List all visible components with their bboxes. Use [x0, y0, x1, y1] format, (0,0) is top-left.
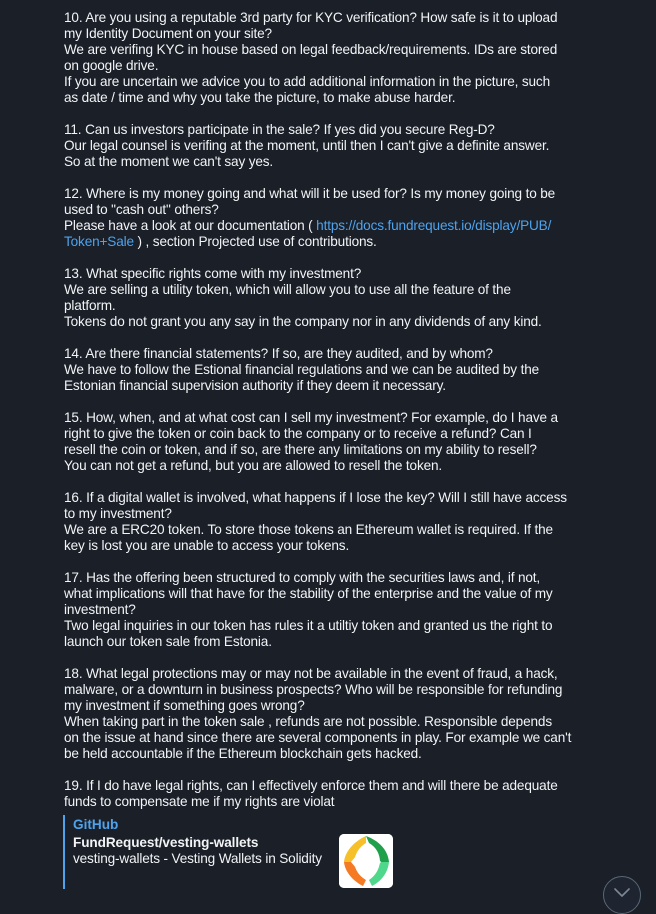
message-line: to my investment? — [64, 506, 172, 521]
message-line: on google drive. — [64, 58, 159, 73]
message-line: 11. Can us investors participate in the sale? If yes did you secure Reg-D? — [64, 122, 495, 137]
preview-description: vesting-wallets - Vesting Wallets in Solidity — [73, 851, 322, 866]
message-text — [64, 10, 604, 810]
docs-link-continued[interactable]: Token+Sale — [64, 234, 134, 249]
blank-line — [64, 554, 604, 570]
message-line: 14. Are there financial statements? If so, are they audited, and by whom? — [64, 346, 493, 361]
message-line: 13. What specific rights come with my investment? — [64, 266, 362, 281]
message-line: We have to follow the Estional financial regulations and we can be audited by the — [64, 362, 540, 377]
message-line: investment? — [64, 602, 136, 617]
chevron-down-icon — [613, 887, 631, 899]
message-line: You can not get a refund, but you are allowed to resell the token. — [64, 458, 443, 473]
preview-title: FundRequest/vesting-wallets — [73, 835, 259, 850]
message-line: We are selling a utility token, which will allow you to use all the feature of the — [64, 282, 511, 297]
blank-line — [64, 474, 604, 490]
message-line: right to give the token or coin back to the company or to receive a refund? Can I — [64, 426, 532, 441]
blank-line — [64, 762, 604, 778]
message-line-with-link — [64, 218, 604, 234]
message-line: Two legal inquiries in our token has rules it a utiltiy token and granted us the right to — [64, 618, 553, 633]
message-line: We are verifing KYC in house based on legal feedback/requirements. IDs are stored — [64, 42, 558, 57]
scroll-to-bottom-button[interactable] — [603, 876, 641, 914]
message-line: malware, or a downturn in business prospects? Who will be responsible for refunding — [64, 682, 563, 697]
blank-line — [64, 250, 604, 266]
message-line: We are a ERC20 token. To store those tokens an Ethereum wallet is required. If the — [64, 522, 553, 537]
message-line: on the issue at hand since there are several components in play. For example we can't — [64, 730, 572, 745]
blank-line — [64, 330, 604, 346]
message-line: key is lost you are unable to access your tokens. — [64, 538, 350, 553]
message-line: resell the coin or token, and if so, are there any limitations on my ability to resell? — [64, 442, 537, 457]
message-line: Estonian financial supervision authority if they deem it necessary. — [64, 378, 446, 393]
message-line: 12. Where is my money going and what will it be used for? Is my money going to be — [64, 186, 556, 201]
blank-line — [64, 170, 604, 186]
message-line: 18. What legal protections may or may not be available in the event of fraud, a hack, — [64, 666, 558, 681]
message-line: 10. Are you using a reputable 3rd party for KYC verification? How safe is it to upload — [64, 10, 558, 25]
message-text-segment: ) , section Projected use of contributions. — [133, 234, 377, 249]
message-line: launch our token sale from Estonia. — [64, 634, 272, 649]
message-line: 16. If a digital wallet is involved, what happens if I lose the key? Will I still have access — [64, 490, 567, 505]
docs-link[interactable]: https://docs.fundrequest.io/display/PUB/ — [316, 218, 552, 233]
message-line: used to "cash out" others? — [64, 202, 219, 217]
message-line: Our legal counsel is verifing at the moment, until then I can't give a definite answer. — [64, 138, 550, 153]
message-line: my Identity Document on your site? — [64, 26, 272, 41]
message-bubble — [64, 10, 604, 810]
message-line: 15. How, when, and at what cost can I sell my investment? For example, do I have a — [64, 410, 558, 425]
preview-thumbnail[interactable] — [339, 834, 393, 888]
message-line: be held accountable if the Ethereum blockchain gets hacked. — [64, 746, 422, 761]
message-text-segment: Please have a look at our documentation ( — [64, 218, 317, 233]
message-line: 19. If I do have legal rights, can I effectively enforce them and will there be adequate — [64, 778, 558, 793]
message-line: So at the moment we can't say yes. — [64, 154, 274, 169]
message-line: what implications will that have for the stability of the enterprise and the value of my — [64, 586, 553, 601]
fundrequest-logo-icon — [339, 834, 393, 888]
message-line: funds to compensate me if my rights are violat — [64, 794, 335, 809]
message-line: my investment if something goes wrong? — [64, 698, 305, 713]
preview-site-name: GitHub — [73, 817, 119, 832]
message-line: Tokens do not grant you any say in the company nor in any dividends of any kind. — [64, 314, 542, 329]
message-line: 17. Has the offering been structured to comply with the securities laws and, if not, — [64, 570, 541, 585]
blank-line — [64, 394, 604, 410]
message-line: When taking part in the token sale , refunds are not possible. Responsible depends — [64, 714, 552, 729]
message-line: as date / time and why you take the picture, to make abuse harder. — [64, 90, 456, 105]
blank-line — [64, 106, 604, 122]
link-preview[interactable] — [63, 815, 405, 889]
message-line: platform. — [64, 298, 116, 313]
blank-line — [64, 650, 604, 666]
message-line: If you are uncertain we advice you to add additional information in the picture, such — [64, 74, 550, 89]
message-line-with-link — [64, 234, 604, 250]
